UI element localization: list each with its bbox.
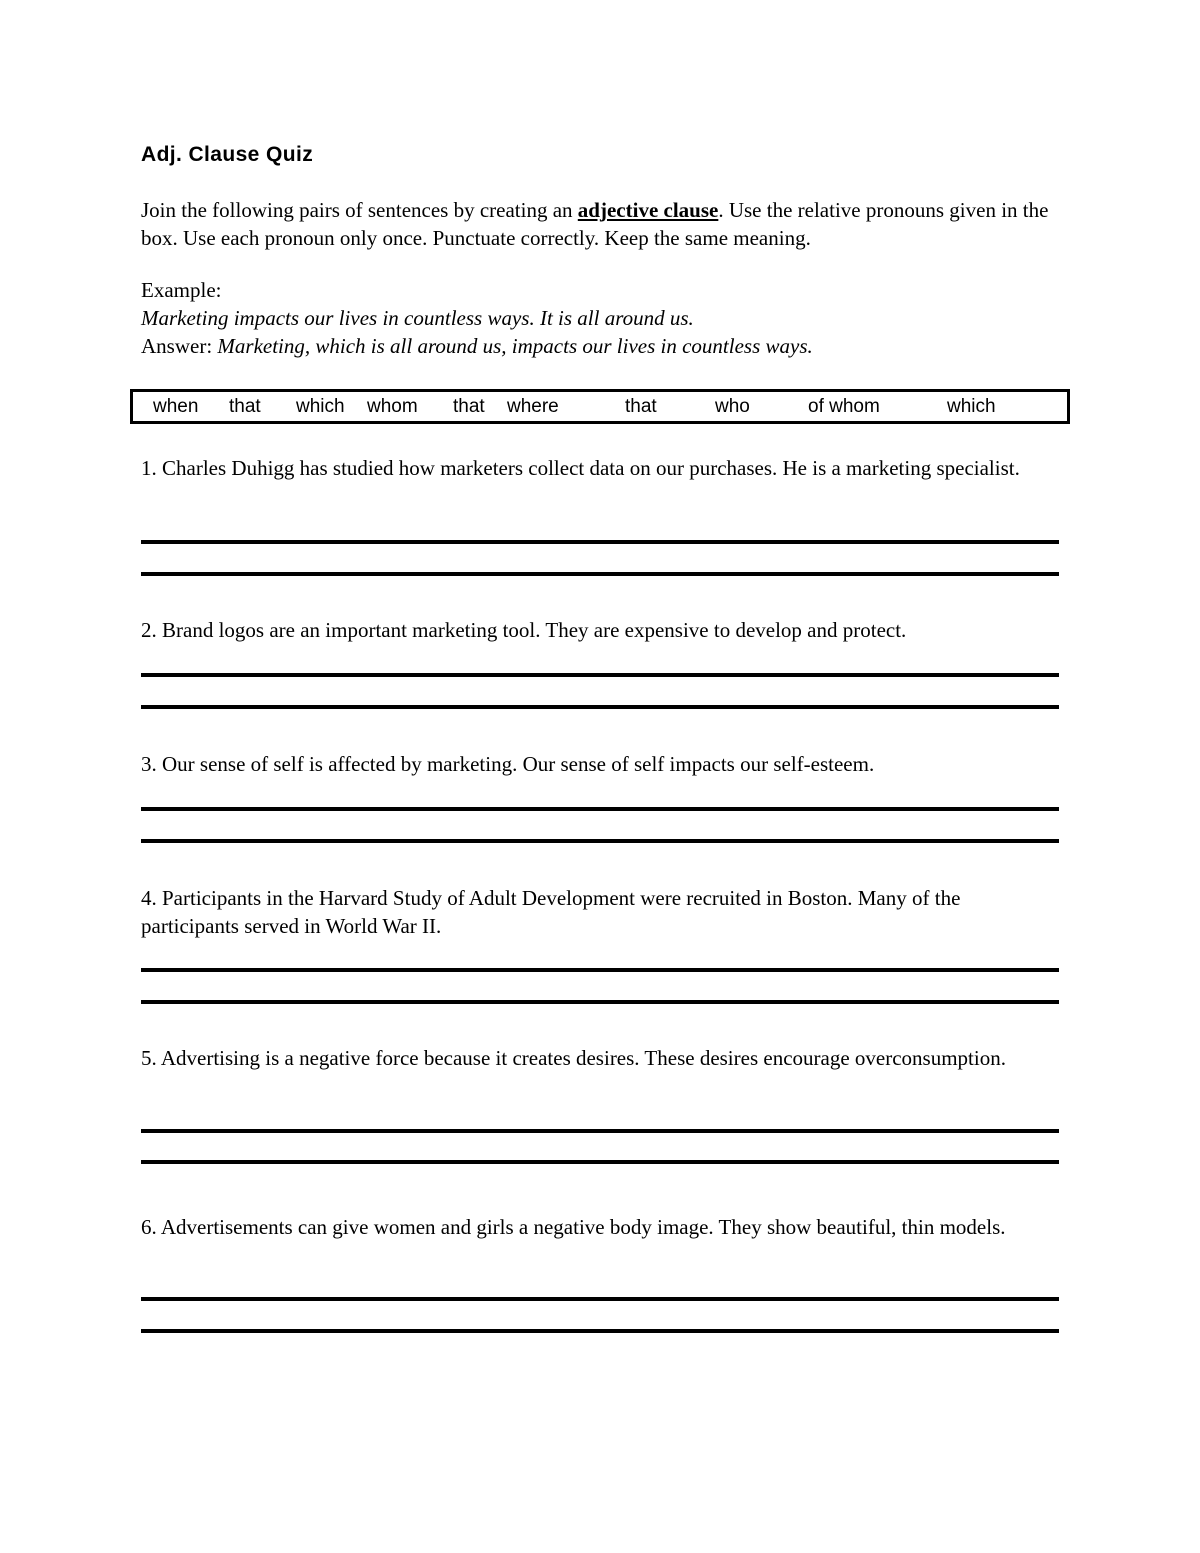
instructions-keyword: adjective clause: [577, 198, 719, 222]
pronoun-word: who: [715, 396, 750, 417]
question-2: 2. Brand logos are an important marketing tool. They are expensive to develop and protect.: [141, 618, 907, 642]
pronoun-box: [130, 389, 1070, 424]
example-label: Example:: [141, 278, 222, 302]
answer-line[interactable]: [141, 1129, 1059, 1133]
answer-line[interactable]: [141, 968, 1059, 972]
answer-line[interactable]: [141, 572, 1059, 576]
instructions-text-after: . Use the relative pronouns given in the box. Use each pronoun only once. Punctuate correctly. Keep the same meaning.: [141, 198, 1049, 250]
pronoun-word: whom: [367, 396, 418, 417]
quiz-title: Adj. Clause Quiz: [141, 143, 314, 166]
answer-line[interactable]: [141, 1329, 1059, 1333]
example-block: [141, 276, 1081, 360]
pronoun-word: that: [229, 396, 261, 417]
example-answer: Marketing, which is all around us, impacts our lives in countless ways.: [217, 334, 813, 358]
pronoun-word: which: [947, 396, 996, 417]
answer-line[interactable]: [141, 673, 1059, 677]
answer-line[interactable]: [141, 705, 1059, 709]
question-5: 5. Advertising is a negative force because it creates desires. These desires encourage overconsumption.: [141, 1046, 1006, 1070]
example-answer-label: Answer:: [141, 334, 218, 358]
pronoun-word: that: [625, 396, 657, 417]
question-6: 6. Advertisements can give women and girls a negative body image. They show beautiful, thin models.: [141, 1215, 1006, 1239]
pronoun-word: which: [296, 396, 345, 417]
question-4: 4. Participants in the Harvard Study of Adult Development were recruited in Boston. Many of the participants served in World War II.: [141, 886, 961, 938]
example-answer-line: [141, 332, 1081, 360]
pronoun-word: where: [507, 396, 559, 417]
answer-line[interactable]: [141, 1000, 1059, 1004]
answer-line[interactable]: [141, 540, 1059, 544]
instructions-text-before: Join the following pairs of sentences by creating an: [141, 198, 578, 222]
answer-line[interactable]: [141, 1297, 1059, 1301]
instructions: [141, 196, 1081, 252]
answer-line[interactable]: [141, 1160, 1059, 1164]
pronoun-word: when: [153, 396, 199, 417]
example-sentence: Marketing impacts our lives in countless ways. It is all around us.: [141, 306, 694, 330]
question-1: 1. Charles Duhigg has studied how marketers collect data on our purchases. He is a marketing specialist.: [141, 456, 1020, 480]
answer-line[interactable]: [141, 839, 1059, 843]
pronoun-word: of whom: [808, 396, 880, 417]
answer-line[interactable]: [141, 807, 1059, 811]
pronoun-word: that: [453, 396, 485, 417]
question-3: 3. Our sense of self is affected by marketing. Our sense of self impacts our self-esteem.: [141, 752, 875, 776]
